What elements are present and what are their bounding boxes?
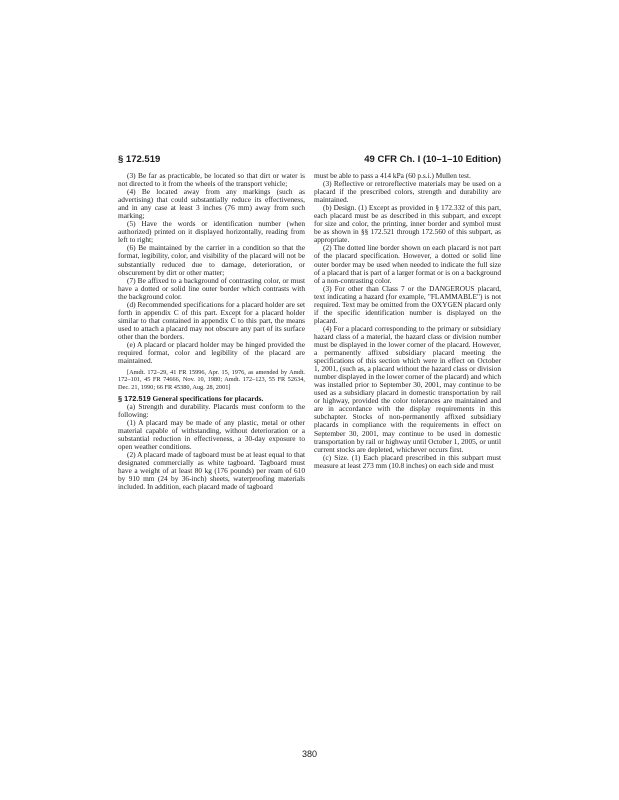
paragraph: must be able to pass a 414 kPa (60 p.s.i.) Mullen test. — [314, 171, 471, 180]
paragraph: (4) Be located away from any markings (such as advertising) that could substantially reduce its effectiveness, and in any case at least 3 inches (76 mm) away from such marking; — [118, 187, 305, 221]
paragraph: (2) The dotted line border shown on each placard is not part of the placard specification. However, a dotted or solid line outer border may be used when needed to indicate the full size of a placard that is part of a larger format or is on a background of a non-contrasting color. — [314, 243, 501, 285]
amendment-citation: [Amdt. 172–29, 41 FR 15996, Apr. 15, 1976, as amended by Amdt. 172–101, 45 FR 74666, Nov. 10, 1980; Amdt. 172–123, 55 FR 52634, Dec. 21, 1990; 66 FR 45380, Aug. 28, 2001] — [118, 369, 305, 391]
left-column — [118, 172, 305, 491]
paragraph: (d) Recommended specifications for a placard holder are set forth in appendix C of this part. Except for a placard holder similar to that contained in appendix C to this part, the means used to attach a placard may not obscure any part of its surface other than the borders. — [118, 299, 305, 341]
paragraph: (5) Have the words or identification number (when authorized) printed on it displayed horizontally, reading from left to right; — [118, 219, 305, 245]
running-header — [118, 154, 501, 168]
paragraph: (c) Size. (1) Each placard prescribed in this subpart must measure at least 273 mm (10.8 inches) on each side and must — [314, 452, 501, 470]
right-column — [314, 172, 501, 470]
section-number: § 172.519 — [118, 393, 151, 403]
paragraph: (e) A placard or placard holder may be hinged provided the required format, color and legibility of the placard are maintained. — [118, 339, 305, 366]
paragraph: (b) Design. (1) Except as provided in § 172.332 of this part, each placard must be as described in this subpart, and except for size and color, the printing, inner border and symbol must be as shown in §§ 172.521 through 172.560 of this subpart, as appropriate. — [314, 203, 501, 245]
header-section-number: § 172.519 — [118, 154, 161, 165]
paragraph: (3) For other than Class 7 or the DANGEROUS placard, text indicating a hazard (for example, "FLAMMABLE") is not required. Text may be omitted from the OXYGEN placard only if the specific identification number is displayed on the placard. — [314, 283, 501, 325]
page-number: 380 — [301, 749, 318, 759]
paragraph: (7) Be affixed to a background of contrasting color, or must have a dotted or solid line outer border which contrasts with the background color. — [118, 275, 305, 301]
paragraph: (4) For a placard corresponding to the primary or subsidiary hazard class of a material, the hazard class or division number must be displayed in the lower corner of the placard. However, a permanently affixed subsidiary placard meeting the specifications of this section which were in effect on October 1, 2001, (such as, a placard without the hazard class or division number displayed in the lower corner of the placard) and which was installed prior to September 30, 2001, may continue to be used as a subsidiary placard in domestic transportation by rail or highway, provided the color tolerances are maintained and are in accordance with the display requirements in this subchapter. Stocks of non-permanently affixed subsidiary placards in compliance with the requirements in effect on September 30, 2001, may continue to be used in domestic transportation by rail or highway until October 1, 2005, or until current stocks are depleted, whichever occurs first. — [314, 323, 501, 454]
paragraph: (3) Reflective or retroreflective materials may be used on a placard if the prescribed colors, strength and durability are maintained. — [314, 179, 501, 205]
paragraph: (1) A placard may be made of any plastic, metal or other material capable of withstanding, without deterioration or a substantial reduction in effectiveness, a 30-day exposure to open weather conditions. — [118, 417, 305, 452]
paragraph: (3) Be far as practicable, be located so that dirt or water is not directed to it from the wheels of the transport vehicle; — [118, 171, 305, 189]
section-title: General specifications for placards. — [152, 393, 264, 403]
paragraph: (2) A placard made of tagboard must be at least equal to that designated commercially as white tagboard. Tagboard must have a weight of at least 80 kg (176 pounds) per ream of 610 by 910 mm (24 by 36-inch) sheets, waterproofing materials included. In addition, each placard made of tagboard — [118, 450, 305, 492]
paragraph: (a) Strength and durability. Placards must conform to the following: — [118, 401, 305, 419]
paragraph: (6) Be maintained by the carrier in a condition so that the format, legibility, color, and visibility of the placard will not be substantially reduced due to damage, deterioration, or obscurement by dirt or other matter; — [118, 243, 305, 277]
header-title: 49 CFR Ch. I (10–1–10 Edition) — [364, 154, 501, 165]
